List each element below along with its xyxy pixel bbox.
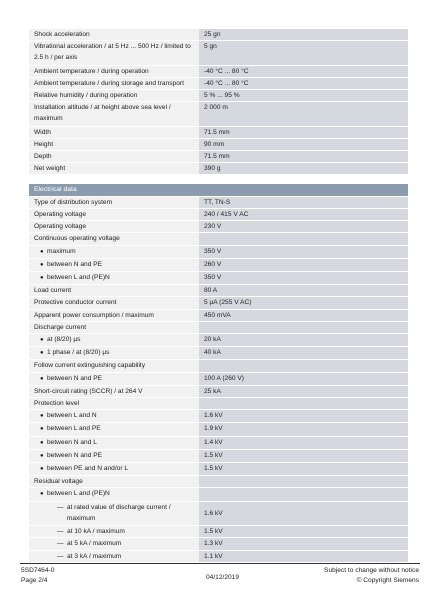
spec-label: Protective conductor current	[29, 297, 199, 309]
spec-label: Vibrational acceleration / at 5 Hz ... 500 Hz / limited to 2.5 h / per axis	[29, 41, 199, 65]
spec-value: 1.5 kV	[199, 526, 408, 538]
footer-doc-id: 5SD7464-0	[21, 567, 55, 574]
spec-row	[29, 285, 408, 297]
spec-group-label: Residual voltage	[29, 476, 199, 488]
dash-icon: —	[57, 552, 64, 560]
spec-label: Height	[29, 138, 199, 150]
spec-sub-sub-row	[29, 501, 408, 525]
spec-value	[199, 398, 408, 410]
spec-group-label: Discharge current	[29, 321, 199, 333]
spec-group-row	[29, 398, 408, 410]
section-gap	[29, 175, 408, 184]
spec-label: between L and (PE)N	[47, 274, 110, 282]
spec-value: 25 kA	[199, 385, 408, 397]
spec-row-ambient-temp-storage	[29, 77, 408, 89]
bullet-icon: ●	[40, 426, 44, 433]
spec-value: 1.5 kV	[199, 463, 408, 476]
spec-group-row	[29, 476, 408, 488]
spec-value: 350 V	[199, 272, 408, 285]
spec-label: Operating voltage	[29, 221, 199, 233]
section-title: Electrical data	[29, 184, 408, 196]
dash-icon: —	[57, 540, 64, 548]
spec-sub-sub-row	[29, 550, 408, 562]
spec-sub-row	[29, 245, 408, 258]
spec-label: Installation altitude / at height above sea level / maximum	[29, 102, 199, 126]
section-header-electrical	[29, 184, 408, 196]
spec-row	[29, 385, 408, 397]
bullet-icon: ●	[40, 452, 44, 459]
spec-row-relative-humidity	[29, 90, 408, 102]
spec-row	[29, 297, 408, 309]
spec-row	[29, 221, 408, 233]
spec-row-ambient-temp-operation	[29, 65, 408, 77]
spec-value: 1.6 kV	[199, 410, 408, 423]
spec-group-label: Follow current extinguishing capability	[29, 360, 199, 372]
footer-notice: Subject to change without notice	[324, 567, 419, 574]
bullet-icon: ●	[40, 375, 44, 382]
spec-label: at rated value of discharge current / maximum	[66, 503, 171, 522]
spec-value: 25 gn	[199, 29, 408, 41]
spec-label: Width	[29, 126, 199, 138]
spec-label: between L and N	[47, 412, 97, 420]
spec-value: 1.4 kV	[199, 436, 408, 449]
spec-row-height	[29, 138, 408, 150]
spec-label: Apparent power consumption / maximum	[29, 309, 199, 321]
spec-sub-row	[29, 272, 408, 285]
spec-sub-row	[29, 372, 408, 385]
spec-row	[29, 309, 408, 321]
spec-value	[199, 233, 408, 245]
spec-table	[29, 29, 408, 563]
bullet-icon: ●	[40, 248, 44, 255]
spec-group-label: Protection level	[29, 398, 199, 410]
spec-label: Ambient temperature / during storage and transport	[29, 77, 199, 89]
spec-label: Depth	[29, 151, 199, 163]
spec-value: 40 kA	[199, 347, 408, 360]
spec-row-depth	[29, 151, 408, 163]
spec-group-label: Continuous operating voltage	[29, 233, 199, 245]
spec-value	[199, 476, 408, 488]
spec-value: 2 000 m	[199, 102, 408, 126]
spec-value: 450 mVA	[199, 309, 408, 321]
dash-icon: —	[57, 503, 64, 511]
spec-label: between PE and N and/or L	[47, 465, 129, 473]
spec-row-net-weight	[29, 163, 408, 175]
bullet-icon: ●	[40, 337, 44, 344]
footer-divider	[20, 563, 420, 564]
spec-value: 90 mm	[199, 138, 408, 150]
spec-sub-row	[29, 347, 408, 360]
spec-row-vibrational-acceleration	[29, 41, 408, 65]
bullet-icon: ●	[40, 491, 44, 498]
bullet-icon: ●	[40, 466, 44, 473]
spec-value: 20 kA	[199, 334, 408, 347]
spec-value: 1.6 kV	[199, 501, 408, 525]
spec-value	[199, 360, 408, 372]
spec-value: TT, TN-S	[199, 196, 408, 208]
footer-date: 04/12/2019	[206, 574, 240, 581]
spec-value: 1.1 kV	[199, 550, 408, 562]
spec-value: 100 A (260 V)	[199, 372, 408, 385]
spec-label: Ambient temperature / during operation	[29, 65, 199, 77]
spec-row-installation-altitude	[29, 102, 408, 126]
spec-row	[29, 209, 408, 221]
spec-label: Net weight	[29, 163, 199, 175]
spec-sub-row	[29, 449, 408, 462]
spec-label: at 3 kA / maximum	[67, 552, 122, 560]
bullet-icon: ●	[40, 439, 44, 446]
spec-label: Type of distribution system	[29, 196, 199, 208]
spec-value: 230 V	[199, 221, 408, 233]
spec-sub-row	[29, 463, 408, 476]
spec-value: 390 g	[199, 163, 408, 175]
spec-group-row	[29, 360, 408, 372]
footer-left	[21, 566, 54, 585]
spec-value: 240 / 415 V AC	[199, 209, 408, 221]
spec-sub-row	[29, 410, 408, 423]
spec-label: between N and PE	[47, 451, 102, 459]
spec-value: 80 A	[199, 285, 408, 297]
spec-sub-sub-row	[29, 526, 408, 538]
spec-value	[199, 321, 408, 333]
spec-value	[199, 488, 408, 501]
spec-value: 5 µA (255 V AC)	[199, 297, 408, 309]
spec-sub-row	[29, 258, 408, 271]
spec-value: 5 gn	[199, 41, 408, 65]
spec-label: between N and PE	[47, 374, 102, 382]
spec-value: 1.5 kV	[199, 449, 408, 462]
dash-icon: —	[57, 528, 64, 536]
spec-value: 71.5 mm	[199, 126, 408, 138]
spec-value: 260 V	[199, 258, 408, 271]
bullet-icon: ●	[40, 350, 44, 357]
spec-value: 1.3 kV	[199, 538, 408, 550]
spec-label: maximum	[47, 247, 76, 255]
spec-label: at 10 kA / maximum	[67, 528, 125, 536]
spec-sub-row	[29, 436, 408, 449]
spec-label: Shock acceleration	[29, 29, 199, 41]
spec-sub-sub-row	[29, 538, 408, 550]
bullet-icon: ●	[40, 261, 44, 268]
spec-label: at 5 kA / maximum	[67, 540, 122, 548]
spec-value: 71.5 mm	[199, 151, 408, 163]
spec-label: Relative humidity / during operation	[29, 90, 199, 102]
footer-copyright: © Copyright Siemens	[356, 576, 419, 584]
footer-right	[324, 566, 419, 585]
bullet-icon: ●	[40, 413, 44, 420]
spec-sub-row	[29, 334, 408, 347]
spec-group-row	[29, 321, 408, 333]
spec-row	[29, 196, 408, 208]
spec-label: between L and (PE)N	[47, 490, 110, 498]
spec-row-width	[29, 126, 408, 138]
spec-label: at (8/20) µs	[47, 336, 81, 344]
spec-label: between N and PE	[47, 260, 102, 268]
bullet-icon: ●	[40, 275, 44, 282]
spec-label: Operating voltage	[29, 209, 199, 221]
spec-value: -40 °C ... 80 °C	[199, 77, 408, 89]
spec-value: 5 % ... 95 %	[199, 90, 408, 102]
spec-sub-row	[29, 488, 408, 501]
spec-value: -40 °C ... 80 °C	[199, 65, 408, 77]
spec-row-shock-acceleration	[29, 29, 408, 41]
spec-label: between N and L	[47, 438, 97, 446]
spec-label: between L and PE	[47, 425, 101, 433]
spec-group-row	[29, 233, 408, 245]
spec-value: 1.9 kV	[199, 423, 408, 436]
footer-page-number: Page 2/4	[21, 576, 48, 584]
spec-label: 1 phase / at (8/20) µs	[47, 349, 110, 357]
spec-sub-row	[29, 423, 408, 436]
spec-label: Load current	[29, 285, 199, 297]
spec-value: 350 V	[199, 245, 408, 258]
datasheet	[29, 29, 408, 563]
spec-label: Short-circuit rating (SCCR) / at 264 V	[29, 385, 199, 397]
